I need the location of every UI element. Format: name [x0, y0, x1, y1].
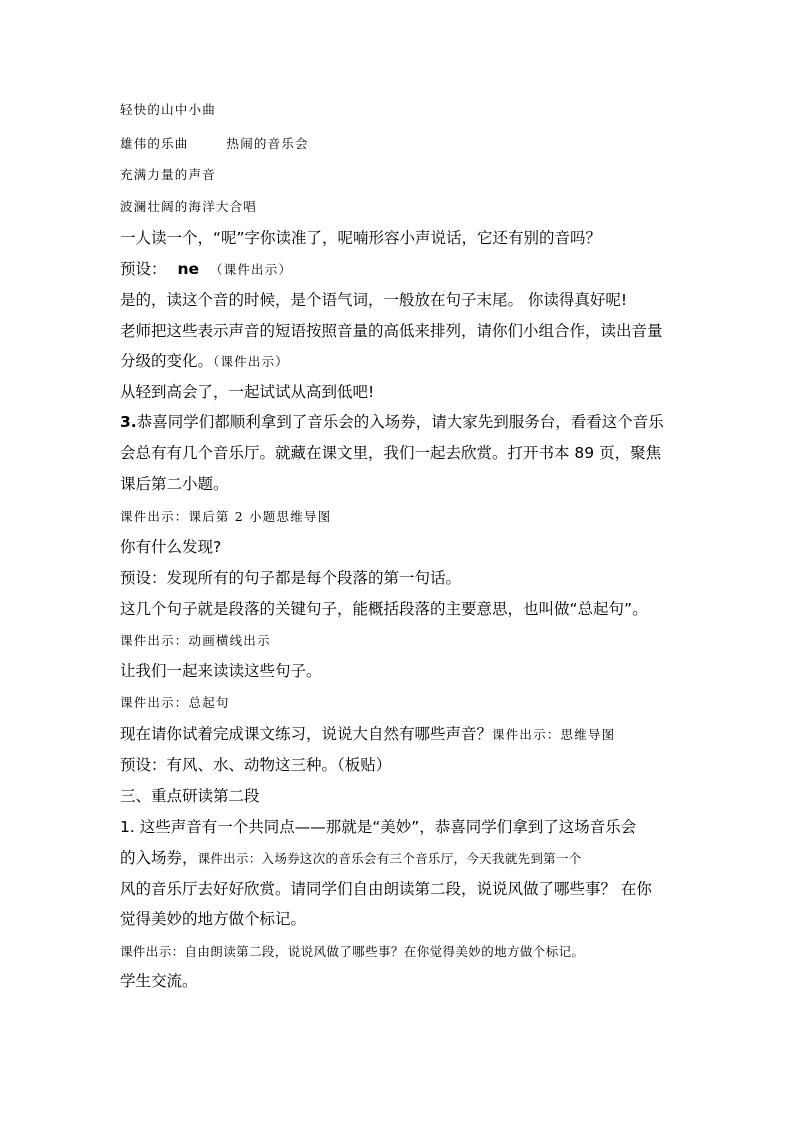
text-line — [120, 259, 292, 279]
text-line — [120, 599, 648, 619]
paragraph-text: 课后第二小题。 — [120, 475, 229, 493]
phrase: 热闹的音乐会 — [226, 136, 309, 151]
paragraph-text: 让我们一起来读读这些句子。 — [120, 662, 322, 680]
text-line — [120, 321, 663, 341]
paragraph-text: 觉得美妙的地方做个标记。 — [120, 910, 307, 928]
paragraph-text: 1. 这些声音有一个共同点——那就是“美妙”，恭喜同学们拿到了这场音乐会 — [120, 818, 637, 836]
paragraph-text: 现在请你试着完成课文练习，说说大自然有哪些声音？ — [120, 725, 493, 743]
paragraph-text: 会总有有几个音乐厅。就藏在课文里，我们一起去欣赏。打开书本 89 页，聚焦 — [120, 444, 662, 462]
text-line — [120, 198, 257, 216]
phrase: 波澜壮阔的海洋大合唱 — [120, 199, 258, 214]
text-line — [120, 848, 582, 868]
text-line — [120, 817, 636, 837]
text-line — [120, 228, 601, 248]
text-line — [120, 971, 198, 991]
text-line — [120, 412, 664, 432]
paragraph-text: 你有什么发现? — [120, 538, 222, 556]
text-line — [120, 443, 661, 463]
section-heading — [120, 786, 260, 806]
note-text: 课件出示：总起句 — [120, 695, 230, 710]
text-line — [120, 101, 216, 119]
note-text: 课件出示：课后第 2 小题思维导图 — [120, 509, 332, 524]
text-line — [120, 724, 615, 744]
paragraph-text: 这几个句子就是段落的关键句子，能概括段落的主要意思，也叫做“总起句”。 — [120, 600, 648, 618]
text-line — [120, 694, 230, 712]
note-text: 课件出示：自由朗读第二段，说说风做了哪些事？在你觉得美妙的地方做个标记。 — [120, 944, 585, 959]
paragraph-text: 预设：有风、水、动物这三种。（板贴） — [120, 756, 392, 774]
phrase: 充满力量的声音 — [120, 167, 216, 182]
paragraph-text: 分级的变化。 — [120, 352, 214, 370]
pinyin-text: ne — [177, 260, 200, 278]
paragraph-text: 是的，读这个音的时候，是个语气词，一般放在句子末尾。 你读得真好呢! — [120, 291, 628, 309]
text-line — [120, 661, 322, 681]
text-line — [120, 351, 289, 371]
text-line — [120, 943, 584, 961]
text-line — [120, 537, 221, 557]
text-line — [120, 508, 331, 526]
text-line — [120, 135, 309, 153]
note-text: （课件出示） — [209, 262, 293, 277]
note-text: 课件出示：入场券这次的音乐会有三个音乐厅，今天我就先到第一个 — [197, 851, 582, 866]
heading-text: 三、重点研读第二段 — [120, 787, 260, 805]
item-number: 3. — [120, 413, 137, 431]
label-text: 预设： — [120, 260, 167, 278]
text-line — [120, 474, 229, 494]
paragraph-text: 老师把这些表示声音的短语按照音量的高低来排列，请你们小组合作，读出音量 — [120, 322, 663, 340]
paragraph-text: 风的音乐厅去好好欣赏。请同学们自由朗读第二段，说说风做了哪些事？ 在你 — [120, 880, 652, 898]
note-text: （课件出示） — [213, 354, 289, 369]
paragraph-text: 预设：发现所有的句子都是每个段落的第一句话。 — [120, 569, 462, 587]
text-line — [120, 568, 461, 588]
phrase: 雄伟的乐曲 — [120, 136, 189, 151]
text-line — [120, 632, 271, 650]
text-line — [120, 879, 652, 899]
note-text: 课件出示：动画横线出示 — [120, 633, 271, 648]
text-line — [120, 755, 391, 775]
note-text: 课件出示：思维导图 — [492, 727, 616, 742]
text-line — [120, 909, 306, 929]
paragraph-text: 的入场券， — [120, 849, 198, 867]
paragraph-text: 学生交流。 — [120, 972, 198, 990]
paragraph-text: 从轻到高会了，一起试试从高到低吧! — [120, 383, 375, 401]
text-line — [120, 290, 627, 310]
text-line — [120, 382, 374, 402]
paragraph-text: 恭喜同学们都顺利拿到了音乐会的入场券，请大家先到服务台，看看这个音乐 — [136, 413, 664, 431]
phrase: 轻快的山中小曲 — [120, 102, 216, 117]
text-line — [120, 166, 216, 184]
paragraph-text: 一人读一个，“呢”字你读准了，呢喃形容小声说话，它还有别的音吗？ — [120, 229, 602, 247]
